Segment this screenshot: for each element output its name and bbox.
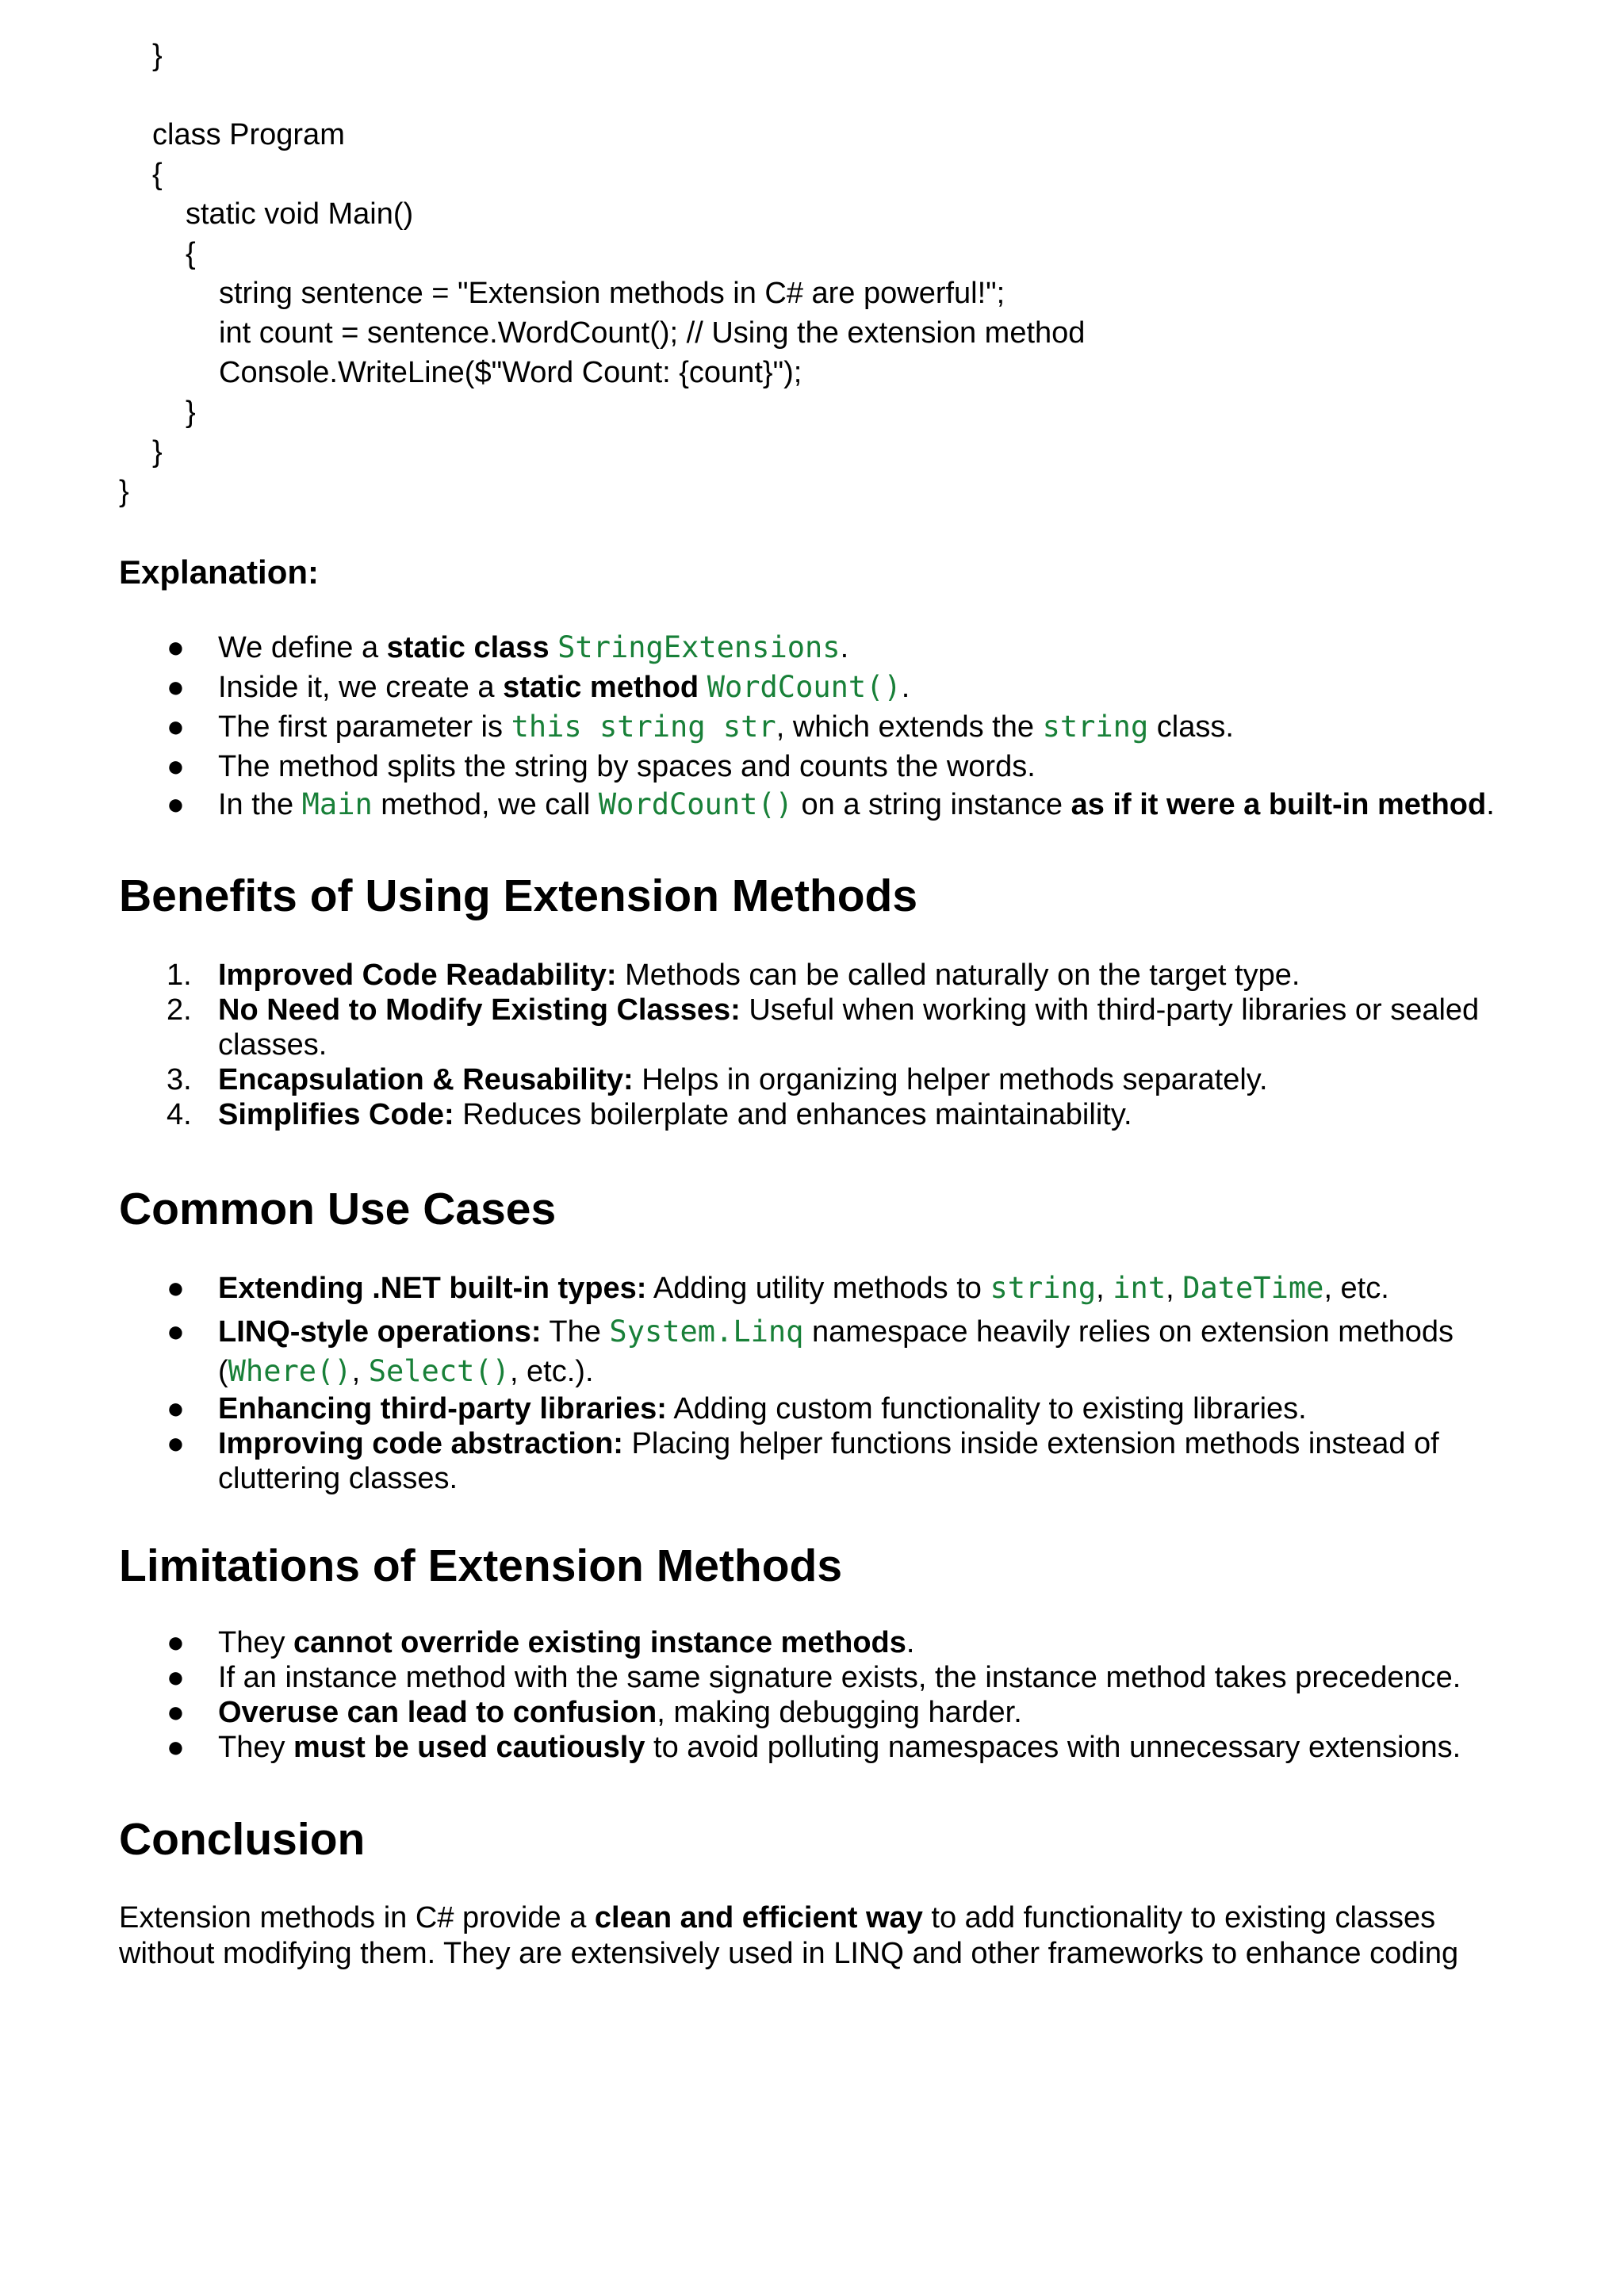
list-item: 2. No Need to Modify Existing Classes: Useful when working with third-party libraries or sealed classes. bbox=[167, 993, 1480, 1062]
list-item: ● Inside it, we create a static method WordCount(). bbox=[167, 670, 910, 704]
inline-code: DateTime bbox=[1182, 1271, 1324, 1305]
list-item: 3. Encapsulation & Reusability: Helps in organizing helper methods separately. bbox=[167, 1063, 1268, 1096]
list-item: ● Enhancing third-party libraries: Adding custom functionality to existing libraries. bbox=[167, 1392, 1307, 1425]
bullet-icon: ● bbox=[167, 750, 185, 783]
benefits-heading: Benefits of Using Extension Methods bbox=[119, 871, 918, 921]
list-number: 1. bbox=[167, 959, 192, 992]
inline-code: string bbox=[990, 1271, 1097, 1305]
bullet-icon: ● bbox=[167, 1392, 185, 1425]
code-line: { bbox=[152, 158, 163, 191]
use-cases-heading: Common Use Cases bbox=[119, 1184, 557, 1234]
list-item: ● Overuse can lead to confusion, making debugging harder. bbox=[167, 1696, 1022, 1729]
list-item: ● In the Main method, we call WordCount() on a string instance as if it were a built-in method. bbox=[167, 787, 1495, 821]
list-item: ● Improving code abstraction: Placing helper functions inside extension methods instead of cluttering classes. bbox=[167, 1427, 1439, 1495]
inline-code: System.Linq bbox=[609, 1314, 804, 1349]
inline-code: int bbox=[1113, 1271, 1166, 1305]
list-item: ● They must be used cautiously to avoid polluting namespaces with unnecessary extensions. bbox=[167, 1731, 1461, 1764]
inline-code: Main bbox=[301, 787, 373, 821]
bullet-icon: ● bbox=[167, 710, 185, 744]
bullet-icon: ● bbox=[167, 1661, 185, 1694]
list-item: ● LINQ-style operations: The System.Linq namespace heavily relies on extension methods (Where(), Select(), etc.). bbox=[119, 1312, 1515, 1391]
code-line: { bbox=[186, 237, 196, 270]
code-line: class Program bbox=[152, 118, 345, 151]
list-item: 1. Improved Code Readability: Methods can be called naturally on the target type. bbox=[167, 959, 1300, 992]
conclusion-heading: Conclusion bbox=[119, 1814, 366, 1865]
bullet-icon: ● bbox=[167, 1696, 185, 1729]
inline-code: Select() bbox=[368, 1354, 510, 1388]
list-number: 4. bbox=[167, 1098, 192, 1131]
limitations-heading: Limitations of Extension Methods bbox=[119, 1540, 843, 1591]
explanation-heading: Explanation: bbox=[119, 553, 320, 591]
inline-code: Where() bbox=[228, 1354, 352, 1388]
inline-code: this string str bbox=[511, 710, 776, 744]
bullet-icon: ● bbox=[167, 1731, 185, 1764]
limitations-list bbox=[119, 1625, 1515, 1765]
list-item: ● The method splits the string by spaces and counts the words. bbox=[167, 750, 1036, 783]
code-line: int count = sentence.WordCount(); // Using the extension method bbox=[219, 316, 1086, 350]
code-line: } bbox=[186, 396, 196, 429]
inline-code: string bbox=[1042, 710, 1149, 744]
list-number: 2. bbox=[167, 993, 192, 1027]
inline-code: WordCount() bbox=[707, 670, 902, 704]
list-item: ● Extending .NET built-in types: Adding utility methods to string, int, DateTime, etc. bbox=[167, 1271, 1389, 1305]
explanation-list bbox=[119, 630, 1515, 827]
list-item: ● The first parameter is this string str, which extends the string class. bbox=[167, 710, 1234, 744]
bullet-icon: ● bbox=[167, 1315, 185, 1349]
use-cases-list bbox=[119, 1271, 1515, 1496]
list-item: ● They cannot override existing instance methods. bbox=[167, 1626, 915, 1659]
code-line: } bbox=[152, 435, 163, 469]
bullet-icon: ● bbox=[167, 1272, 185, 1305]
code-line: static void Main() bbox=[186, 197, 414, 231]
code-line: string sentence = "Extension methods in C# are powerful!"; bbox=[219, 277, 1005, 310]
list-number: 3. bbox=[167, 1063, 192, 1096]
bullet-icon: ● bbox=[167, 1427, 185, 1460]
bullet-icon: ● bbox=[167, 1626, 185, 1659]
code-line: Console.WriteLine($"Word Count: {count}"); bbox=[219, 356, 802, 389]
list-item: ● We define a static class StringExtensions. bbox=[167, 630, 849, 664]
code-line: } bbox=[152, 39, 163, 72]
list-item: 4. Simplifies Code: Reduces boilerplate and enhances maintainability. bbox=[167, 1098, 1132, 1131]
bullet-icon: ● bbox=[167, 631, 185, 664]
inline-code: WordCount() bbox=[598, 787, 793, 821]
conclusion-paragraph: Extension methods in C# provide a clean and efficient way to add functionality to existing classes without modifying them. They are extensively used in LINQ and other frameworks to enhance coding bbox=[119, 1901, 1459, 1970]
list-item: ● If an instance method with the same signature exists, the instance method takes precedence. bbox=[167, 1661, 1461, 1694]
inline-code: StringExtensions bbox=[557, 630, 841, 664]
benefits-list bbox=[119, 958, 1515, 1132]
bullet-icon: ● bbox=[167, 788, 185, 821]
bullet-icon: ● bbox=[167, 671, 185, 704]
code-line: } bbox=[119, 475, 129, 508]
